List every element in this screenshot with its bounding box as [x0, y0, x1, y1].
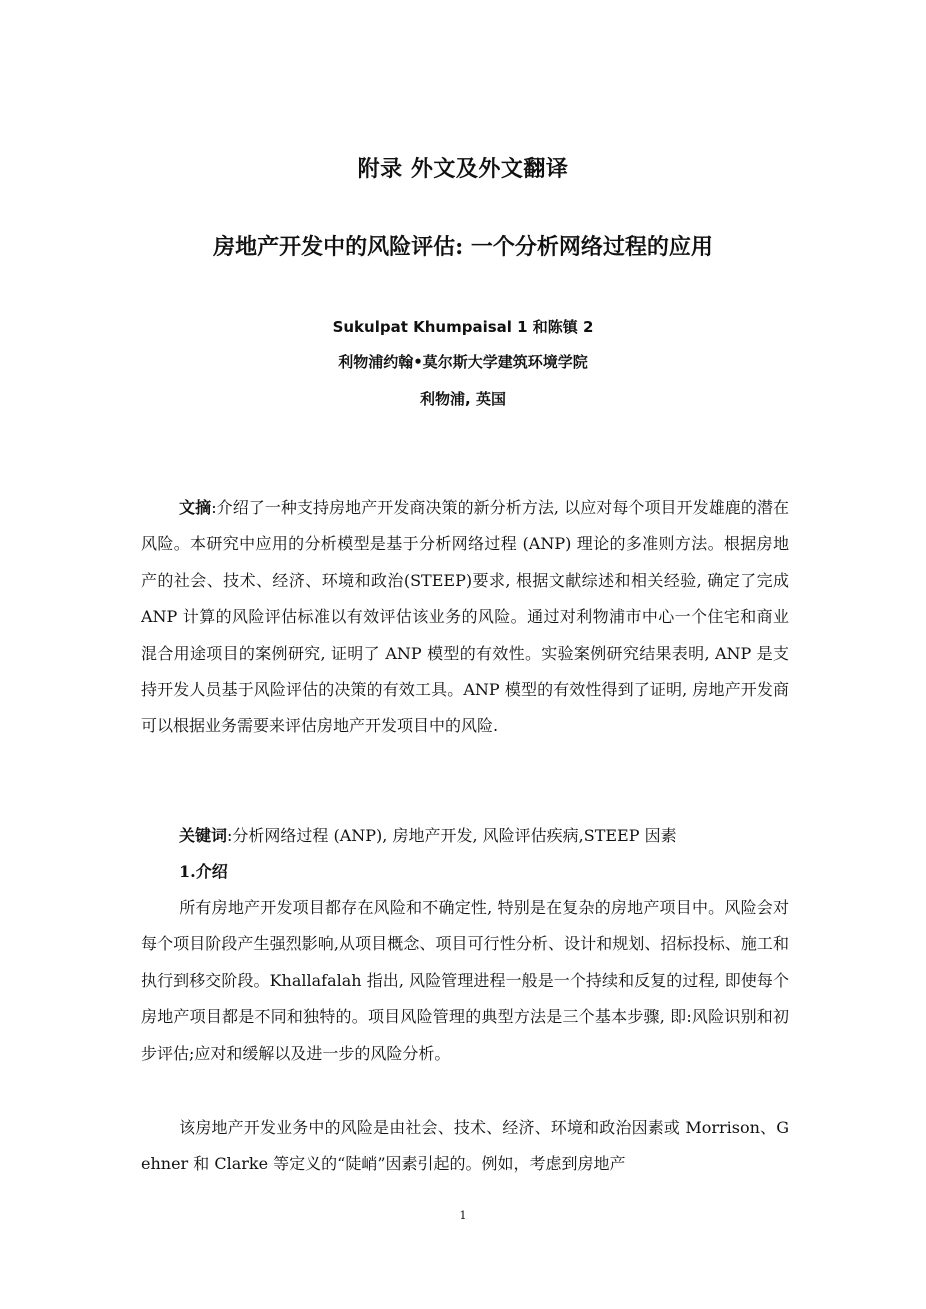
introduction-paragraph-2 [141, 1110, 789, 1183]
affiliation: 利物浦约翰•莫尔斯大学建筑环境学院 [338, 353, 588, 371]
introduction-paragraph-1 [141, 890, 789, 1072]
keywords-paragraph [141, 818, 789, 854]
introduction-paragraph-1-text: 所有房地产开发项目都存在风险和不确定性, 特别是在复杂的房地产项目中。风险会对每个项目阶段产生强烈影响,从项目概念、项目可行性分析、设计和规划、招标投标、施工和执行到移交阶段。Khallafalah 指出, 风险管理进程一般是一个持续和反复的过程, 即使每个房地产项目都是不同和独特的。项目风险管理的典型方法是三个基本步骤, 即:风险识别和初步评估;应对和缓解以及进一步的风险分析。 [141, 898, 789, 1063]
appendix-title: 附录 外文及外文翻译 [357, 156, 569, 182]
location: 利物浦, 英国 [420, 390, 506, 408]
authors: Sukulpat Khumpaisal 1 和陈镇 2 [332, 318, 594, 336]
abstract-paragraph [141, 490, 789, 745]
keywords-text: :分析网络过程 (ANP), 房地产开发, 风险评估疾病,STEEP 因素 [227, 826, 677, 845]
paper-title: 房地产开发中的风险评估: 一个分析网络过程的应用 [213, 234, 713, 260]
abstract-text: :介绍了一种支持房地产开发商决策的新分析方法, 以应对每个项目开发雄鹿的潜在风险。本研究中应用的分析模型是基于分析网络过程 (ANP) 理论的多准则方法。根据房地产的社会、技术、经济、环境和政治(STEEP)要求, 根据文献综述和相关经验, 确定了完成 ANP 计算的风险评估标准以有效评估该业务的风险。通过对利物浦市中心一个住宅和商业混合用途项目的案例研究, 证明了 ANP 模型的有效性。实验案例研究结果表明, ANP 是支持开发人员基于风险评估的决策的有效工具。ANP 模型的有效性得到了证明, 房地产开发商可以根据业务需要来评估房地产开发项目中的风险. [141, 498, 789, 736]
page-number: 1 [459, 1209, 467, 1222]
abstract-label: 文摘 [179, 498, 212, 517]
section-heading-introduction: 1.介绍 [179, 862, 228, 881]
introduction-paragraph-2-text: 该房地产开发业务中的风险是由社会、技术、经济、环境和政治因素或 Morrison、Gehner 和 Clarke 等定义的“陡峭”因素引起的。例如，考虑到房地产 [141, 1118, 789, 1174]
keywords-label: 关键词 [179, 826, 228, 845]
